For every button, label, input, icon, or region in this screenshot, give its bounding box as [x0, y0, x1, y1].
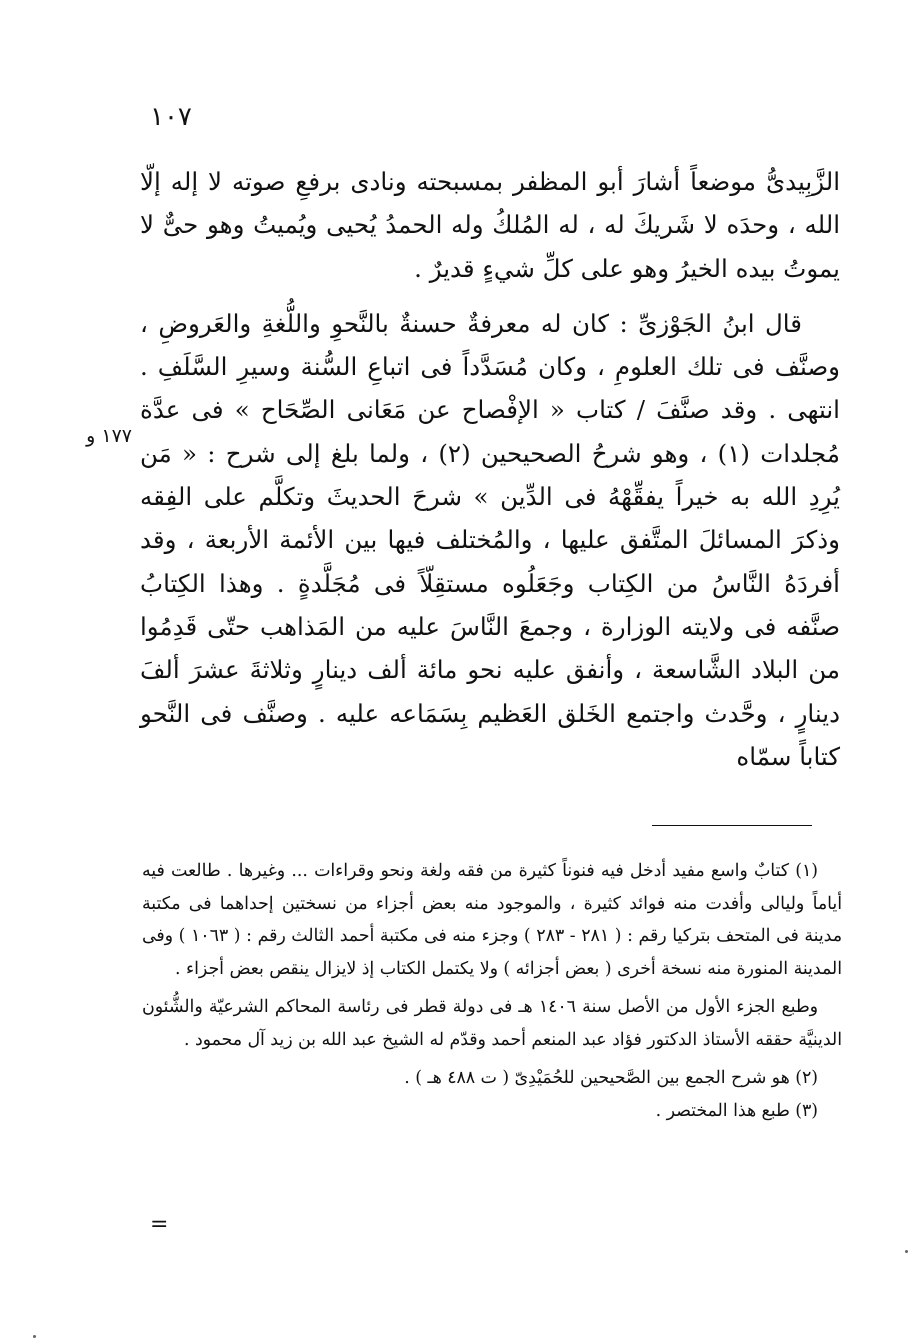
footnote-separator: [652, 825, 812, 826]
footnotes: [142, 855, 842, 1127]
scan-speck: [905, 1250, 908, 1253]
footnote-1: (١) كتابٌ واسع مفيد أدخل فيه فنوناً كثيرة من فقه ولغة ونحو وقراءات ... وغيرها . طالعت فيه أياماً وليالى وأفدت منه فوائد كثيرة ، والموجود منه بعض أجزاء من نسختين إحداهما فى مكتبة مدينة فى المتحف بتركيا رقم : ( ٢٨١ - ٢٨٣ ) وجزء منه فى مكتبة أحمد الثالث رقم : ( ١٠٦٣ ) وفى المدينة المنورة منه نسخة أخرى ( بعض أجزائه ) ولا يكتمل الكتاب إذ لايزال ينقص بعض أجزاء .: [142, 861, 842, 979]
scan-speck: [33, 1335, 36, 1338]
footnote-1-continued: وطبع الجزء الأول من الأصل سنة ١٤٠٦ هـ فى دولة قطر فى رئاسة المحاكم الشرعيّة والشُّئون الدينيَّة حققه الأستاذ الدكتور فؤاد عبد المنعم أحمد وقدّم له الشيخ عبد الله بن زيد آل محمود .: [142, 997, 842, 1050]
footnote-mark: =: [150, 1212, 169, 1237]
main-paragraph-1: الزَّبِيدىُّ موضعاً أشارَ أبو المظفر بمسبحته ونادى برفعِ صوته لا إله إلّا الله ، وحدَه لا شَريكَ له ، له المُلكُ وله الحمدُ يُحيى ويُميتُ وهو حىٌّ لا يموتُ بيده الخيرُ وهو على كلِّ شيءٍ قديرٌ .: [140, 167, 840, 283]
footnote-3: (٣) طبع هذا المختصر .: [655, 1100, 818, 1121]
footnote-2: (٢) هو شرح الجمع بين الصَّحيحين للحُمَيْدِىّ ( ت ٤٨٨ هـ ) .: [404, 1068, 818, 1088]
page-number: ١٠٧: [150, 102, 192, 132]
main-paragraph-2: قال ابنُ الجَوْزىِّ : كان له معرفةٌ حسنةٌ بالنَّحوِ واللُّغةِ والعَروضِ ، وصنَّف فى تلك العلومِ ، وكان مُسَدَّداً فى اتباعِ السُّنة وسيرِ السَّلَفِ . انتهى . وقد صنَّفَ / كتاب « الإفْصاح عن مَعَانى الصِّحَاح » فى عدَّة مُجلدات (١) ، وهو شرحُ الصحيحين (٢) ، ولما بلغ إلى شرح : « مَن يُرِدِ الله به خيراً يفقِّهْهُ فى الدِّين » شرحَ الحديثَ وتكلَّم على الفِقه وذكرَ المسائلَ المتَّفق عليها ، والمُختلف فيها بين الأئمة الأربعة ، وقد أفردَهُ النَّاسُ من الكِتاب وجَعَلُوه مستقِلّاً فى مُجَلَّدةٍ . وهذا الكِتابُ صنَّفه فى ولايته الوزارة ، وجمعَ النَّاسَ عليه من المَذاهب حتّى قَدِمُوا من البلاد الشَّاسعة ، وأنفق عليه نحو مائة ألف دينارٍ وثلاثةَ عشرَ ألفَ دينارٍ ، وحَّدث واجتمع الخَلق العَظيم بِسَمَاعه عليه . وصنَّف فى النَّحو كتاباً سمّاه: [140, 308, 840, 771]
margin-folio-note: ١٧٧ و: [86, 425, 132, 447]
main-text: [140, 160, 840, 778]
